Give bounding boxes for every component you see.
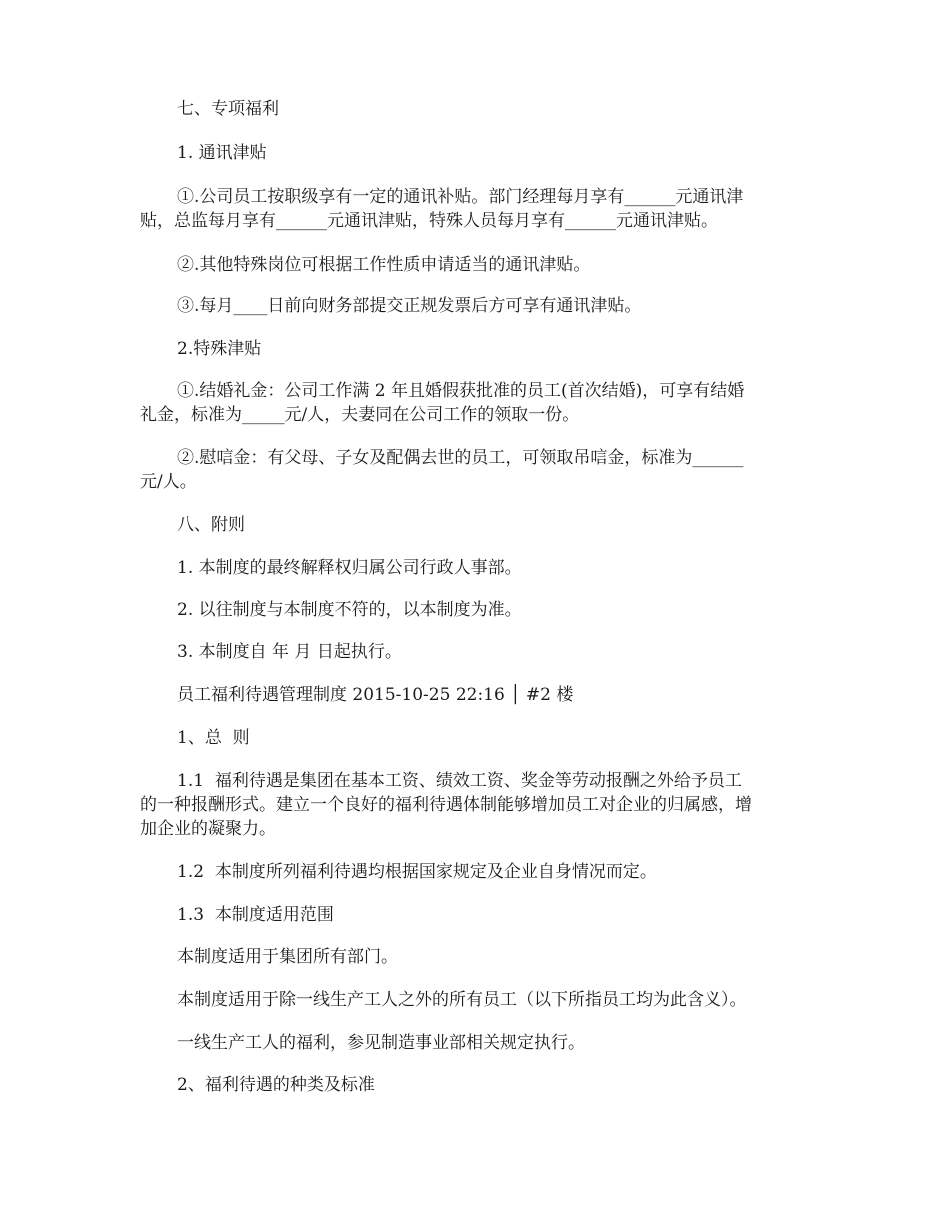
- paragraph-line: 礼金，标准为_____元/人，夫妻同在公司工作的领取一份。: [140, 405, 580, 425]
- paragraph-line: ③.每月____日前向财务部提交正规发票后方可享有通讯津贴。: [177, 296, 642, 316]
- section-heading-benefit-types: 2、福利待遇的种类及标准: [177, 1075, 375, 1095]
- paragraph-line: 的一种报酬形式。建立一个良好的福利待遇体制能够增加员工对企业的归属感，增: [140, 795, 752, 815]
- paragraph-line: 1.3 本制度适用范围: [177, 905, 334, 925]
- item-heading-special-allowance: 2.特殊津贴: [177, 339, 262, 359]
- paragraph-line: ②.其他特殊岗位可根据工作性质申请适当的通讯津贴。: [177, 255, 591, 275]
- paragraph-line: 1.1 福利待遇是集团在基本工资、绩效工资、奖金等劳动报酬之外给予员工: [177, 771, 742, 791]
- paragraph-line: 一线生产工人的福利，参见制造事业部相关规定执行。: [177, 1033, 585, 1053]
- paragraph-line: ①.结婚礼金：公司工作满 2 年且婚假获批准的员工(首次结婚)，可享有结婚: [177, 381, 745, 401]
- paragraph-line: 本制度适用于除一线生产工人之外的所有员工（以下所指员工均为此含义）。: [177, 990, 747, 1010]
- appendix-item: 1. 本制度的最终解释权归属公司行政人事部。: [177, 558, 522, 578]
- post-header: 员工福利待遇管理制度 2015-10-25 22:16 │ #2 楼: [177, 685, 574, 705]
- paragraph-line: 本制度适用于集团所有部门。: [177, 947, 398, 967]
- paragraph-line: 加企业的凝聚力。: [140, 819, 276, 839]
- paragraph-line: 元/人。: [140, 472, 197, 492]
- paragraph-line: ②.慰唁金：有父母、子女及配偶去世的员工，可领取吊唁金，标准为______: [177, 448, 744, 468]
- item-heading-communication-allowance: 1. 通讯津贴: [177, 143, 267, 163]
- appendix-item: 2. 以往制度与本制度不符的，以本制度为准。: [177, 600, 522, 620]
- section-heading-appendix: 八、附则: [177, 515, 245, 535]
- appendix-item: 3. 本制度自 年 月 日起执行。: [177, 642, 402, 662]
- section-heading-general: 1、总 则: [177, 728, 250, 748]
- section-heading-special-benefits: 七、专项福利: [177, 99, 279, 119]
- paragraph-line: 贴，总监每月享有______元通讯津贴，特殊人员每月享有______元通讯津贴。: [140, 211, 718, 231]
- paragraph-line: ①.公司员工按职级享有一定的通讯补贴。部门经理每月享有______元通讯津: [177, 187, 744, 207]
- paragraph-line: 1.2 本制度所列福利待遇均根据国家规定及企业自身情况而定。: [177, 862, 657, 882]
